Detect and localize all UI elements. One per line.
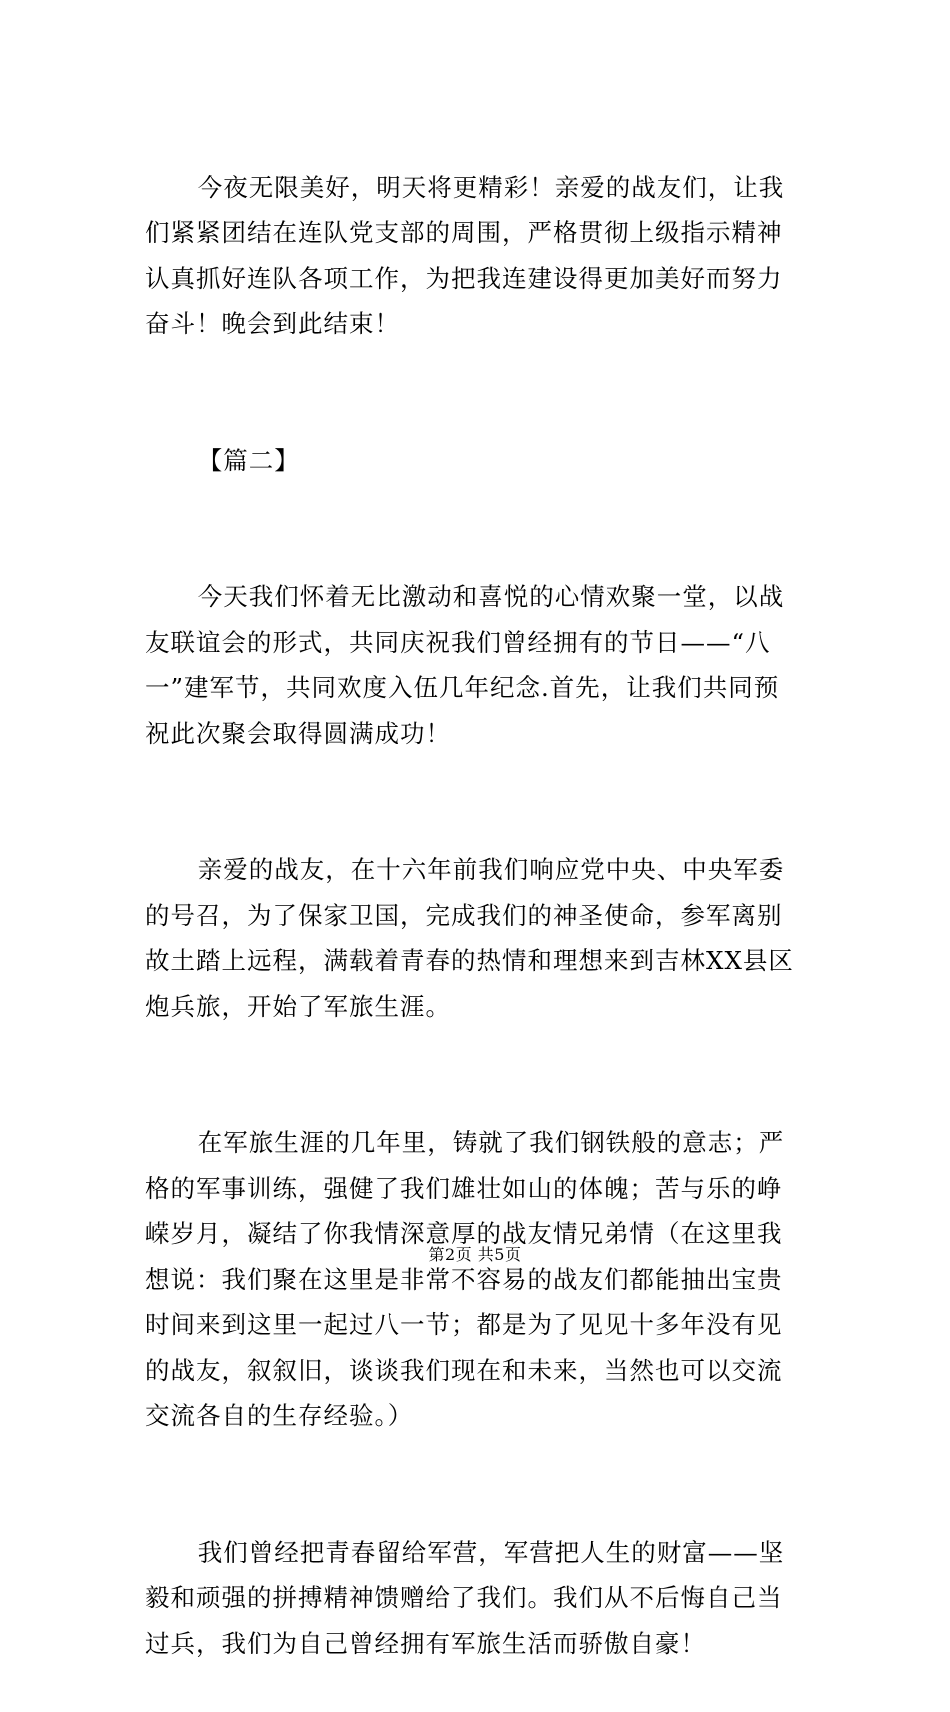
line: 炮兵旅，开始了军旅生涯。 (145, 991, 451, 1021)
paragraph-enlistment (145, 802, 805, 1075)
line: 的战友，叙叙旧，谈谈我们现在和未来，当然也可以交流 (145, 1355, 783, 1385)
line: 故土踏上远程，满载着青春的热情和理想来到吉林XX县区 (145, 946, 794, 975)
line: 时间来到这里一起过八一节；都是为了见见十多年没有见 (145, 1310, 783, 1339)
line: 的号召，为了保家卫国，完成我们的神圣使命，参军离别 (145, 900, 783, 930)
page-footer (0, 1242, 950, 1265)
line: 奋斗！晚会到此结束！ (145, 309, 400, 338)
line: 想说：我们聚在这里是非常不容易的战友们都能抽出宝贵 (145, 1264, 783, 1294)
line: 毅和顽强的拼搏精神馈赠给了我们。我们从不后悔自己当 (145, 1583, 783, 1612)
line: 友联谊会的形式，共同庆祝我们曾经拥有的节日——“八 (145, 627, 771, 657)
document-body (145, 119, 805, 1712)
paragraph-closing (145, 119, 805, 392)
line: 格的军事训练，强健了我们雄壮如山的体魄；苦与乐的峥 (145, 1173, 783, 1203)
paragraph-pride (145, 1484, 805, 1712)
line: 我们曾经把青春留给军营，军营把人生的财富——坚 (197, 1537, 785, 1567)
page-number: 第2页 共5页 (428, 1245, 522, 1264)
line: 在军旅生涯的几年里，铸就了我们钢铁般的意志；严 (197, 1128, 785, 1157)
line: 一”建军节，共同欢度入伍几年纪念.首先，让我们共同预 (145, 673, 780, 702)
paragraph-intro (145, 529, 805, 802)
line: 嵘岁月，凝结了你我情深意厚的战友情兄弟情（在这里我 (145, 1219, 783, 1248)
paragraph-military-life (145, 1075, 805, 1485)
line: 交流各自的生存经验。） (145, 1401, 414, 1430)
line: 今夜无限美好，明天将更精彩！亲爱的战友们，让我 (197, 172, 785, 202)
line: 祝此次聚会取得圆满成功！ (145, 718, 451, 748)
line: 亲爱的战友，在十六年前我们响应党中央、中央军委 (197, 855, 785, 884)
line: 过兵，我们为自己曾经拥有军旅生活而骄傲自豪！ (145, 1628, 706, 1658)
line: 们紧紧团结在连队党支部的周围，严格贯彻上级指示精神 (145, 218, 783, 247)
section-heading (145, 392, 805, 529)
line: 认真抓好连队各项工作，为把我连建设得更加美好而努力 (145, 263, 783, 293)
line: 今天我们怀着无比激动和喜悦的心情欢聚一堂，以战 (197, 582, 785, 611)
section-heading-text: 【篇二】 (197, 445, 300, 475)
